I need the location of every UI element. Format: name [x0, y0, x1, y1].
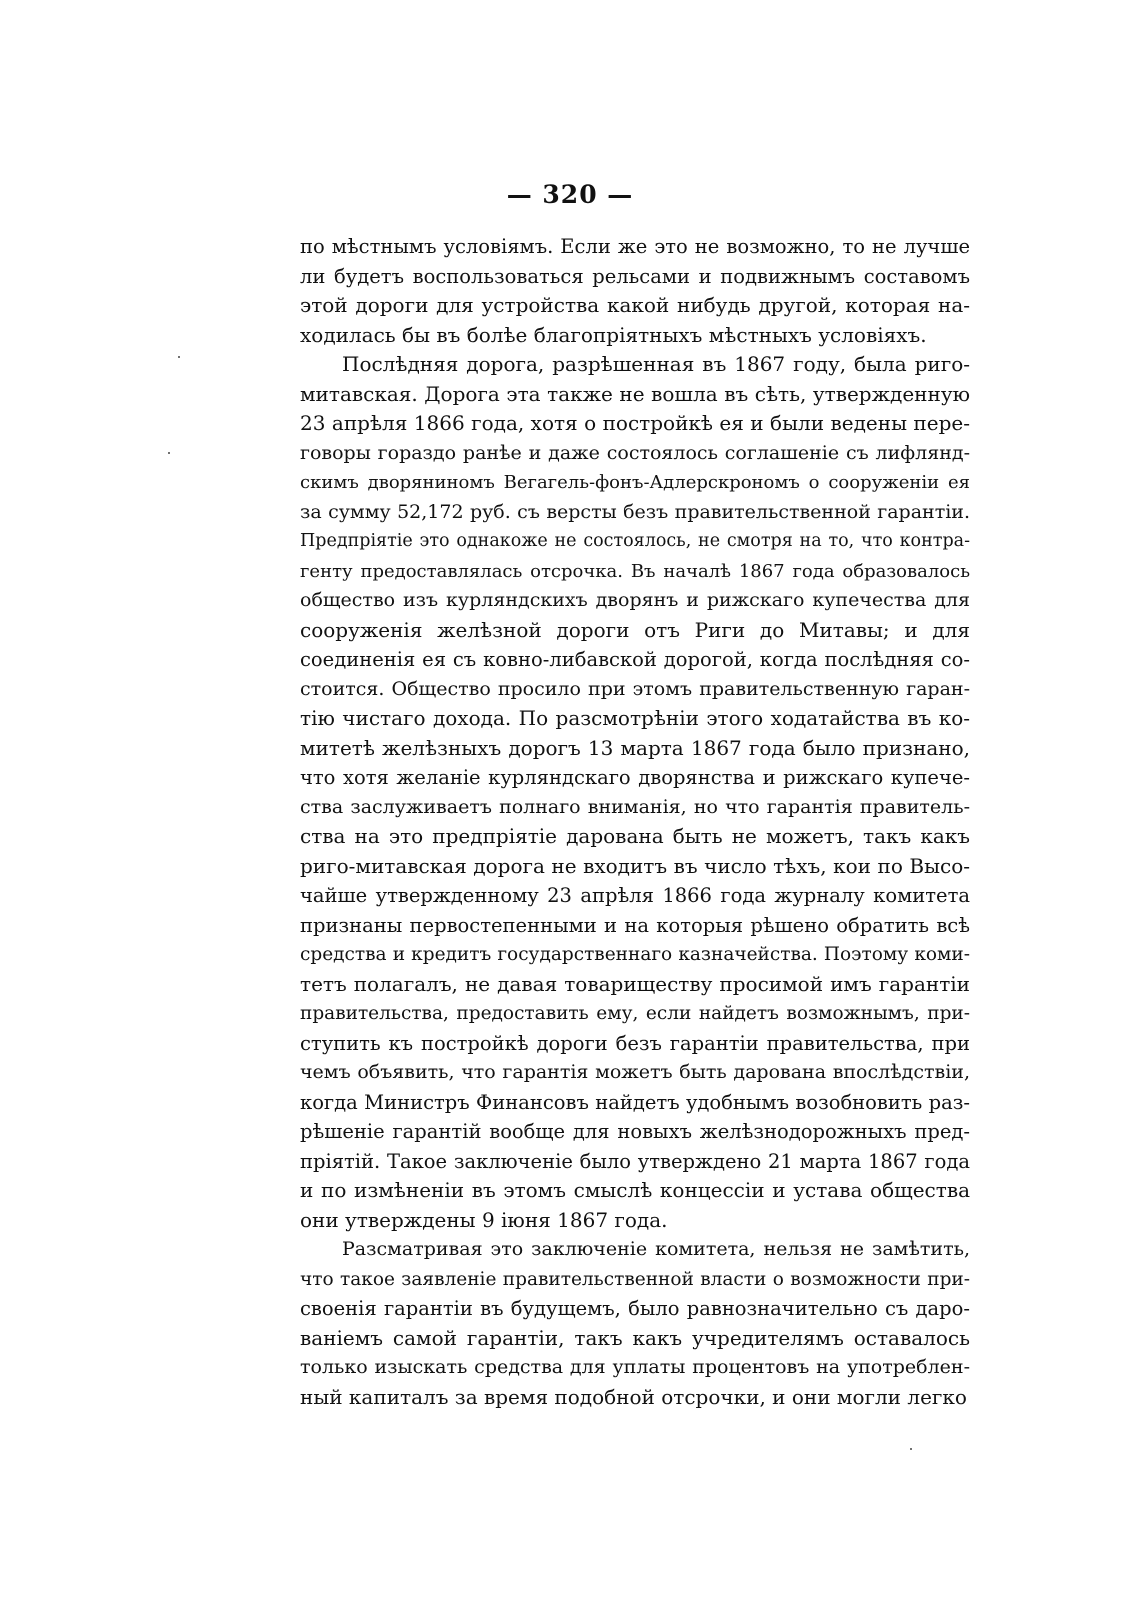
- text-line: стоится. Общество просило при этомъ правительственную гаран-: [300, 677, 970, 700]
- text-line: митавская. Дорога эта также не вошла въ сѣть, утвержденную: [300, 381, 970, 406]
- paragraph: [300, 350, 970, 1235]
- text-line: они утверждены 9 іюня 1867 года.: [300, 1207, 668, 1232]
- text-line: рѣшеніе гарантій вообще для новыхъ желѣзнодорожныхъ пред-: [300, 1120, 970, 1143]
- text-line: пріятій. Такое заключеніе было утверждено 21 марта 1867 года: [300, 1149, 970, 1173]
- text-line: когда Министръ Финансовъ найдетъ удобнымъ возобновить раз-: [300, 1090, 970, 1114]
- scan-speck: [178, 356, 180, 358]
- paragraph: [300, 232, 970, 350]
- text-line: ства заслуживаетъ полнаго вниманія, но что гарантія правитель-: [300, 795, 970, 818]
- text-line: Послѣдняя дорога, разрѣшенная въ 1867 году, была риго-: [342, 352, 970, 376]
- text-line: чайше утвержденному 23 апрѣля 1866 года журналу комитета: [300, 884, 970, 907]
- text-line: ходилась бы въ болѣе благопріятныхъ мѣстныхъ условіяхъ.: [300, 322, 927, 347]
- text-line: что хотя желаніе курляндскаго дворянства и рижскаго купече-: [300, 766, 970, 789]
- text-line: по мѣстнымъ условіямъ. Если же это не возможно, то не лучше: [300, 235, 970, 258]
- text-line: ли будетъ воспользоваться рельсами и подвижнымъ составомъ: [300, 264, 970, 288]
- text-line: соединенія ея съ ковно-либавской дорогой, когда послѣдняя со-: [300, 648, 970, 671]
- text-line: скимъ дворяниномъ Вегагель-фонъ-Адлерскрономъ о сооруженіи ея: [300, 472, 970, 493]
- text-line: за сумму 52,172 руб. съ версты безъ правительственной гарантіи.: [300, 500, 970, 523]
- text-line: общество изъ курляндскихъ дворянъ и рижскаго купечества для: [300, 589, 970, 611]
- text-line: ный капиталъ за время подобной отсрочки, и они могли легко: [300, 1384, 967, 1409]
- text-line: митетѣ желѣзныхъ дорогъ 13 марта 1867 года было признано,: [300, 735, 970, 760]
- paragraph: [300, 1235, 970, 1412]
- text-line: средства и кредитъ государственнаго казначейства. Поэтому коми-: [300, 944, 970, 965]
- text-line: только изыскать средства для уплаты процентовъ на употреблен-: [300, 1356, 970, 1378]
- text-line: говоры гораздо ранѣе и даже состоялось соглашеніе съ лифлянд-: [300, 441, 970, 464]
- text-line: генту предоставлялась отсрочка. Въ началѣ 1867 года образовалось: [300, 560, 970, 582]
- text-line: 23 апрѣля 1866 года, хотя о постройкѣ ея и были ведены пере-: [300, 411, 970, 435]
- scan-speck: [168, 452, 170, 454]
- text-line: этой дороги для устройства какой нибудь другой, которая на-: [300, 293, 970, 317]
- text-line: сооруженія желѣзной дороги отъ Риги до Митавы; и для: [300, 617, 970, 642]
- text-line: что такое заявленіе правительственной власти о возможности при-: [300, 1268, 970, 1290]
- text-line: и по измѣненіи въ этомъ смыслѣ концессіи и устава общества: [300, 1178, 970, 1202]
- text-line: чемъ объявить, что гарантія можетъ быть дарована впослѣдствіи,: [300, 1061, 970, 1083]
- text-line: ваніемъ самой гарантіи, такъ какъ учредителямъ оставалось: [300, 1325, 970, 1350]
- text-line: риго-митавская дорога не входитъ въ число тѣхъ, кои по Высо-: [300, 853, 970, 878]
- text-line: Разсматривая это заключеніе комитета, нельзя не замѣтить,: [342, 1238, 970, 1260]
- text-line: признаны первостепенными и на которыя рѣшено обратить всѣ: [300, 913, 970, 937]
- text-line: правительства, предоставить ему, если найдетъ возможнымъ, при-: [300, 1003, 970, 1024]
- body-text: [300, 232, 970, 1412]
- text-line: ступить къ постройкѣ дороги безъ гарантіи правительства, при: [300, 1031, 970, 1055]
- text-line: ства на это предпріятіе дарована быть не можетъ, такъ какъ: [300, 824, 970, 848]
- page-number: — 320 —: [506, 180, 634, 209]
- text-line: своенія гарантіи въ будущемъ, было равнозначительно съ даро-: [300, 1297, 970, 1320]
- text-line: тетъ полагалъ, не давая товариществу просимой имъ гарантіи: [300, 971, 970, 996]
- text-line: тію чистаго дохода. По разсмотрѣніи этого ходатайства въ ко-: [300, 706, 970, 730]
- scan-speck: [910, 1448, 912, 1450]
- text-line: Предпріятіе это однакоже не состоялось, не смотря на то, что контра-: [300, 531, 970, 551]
